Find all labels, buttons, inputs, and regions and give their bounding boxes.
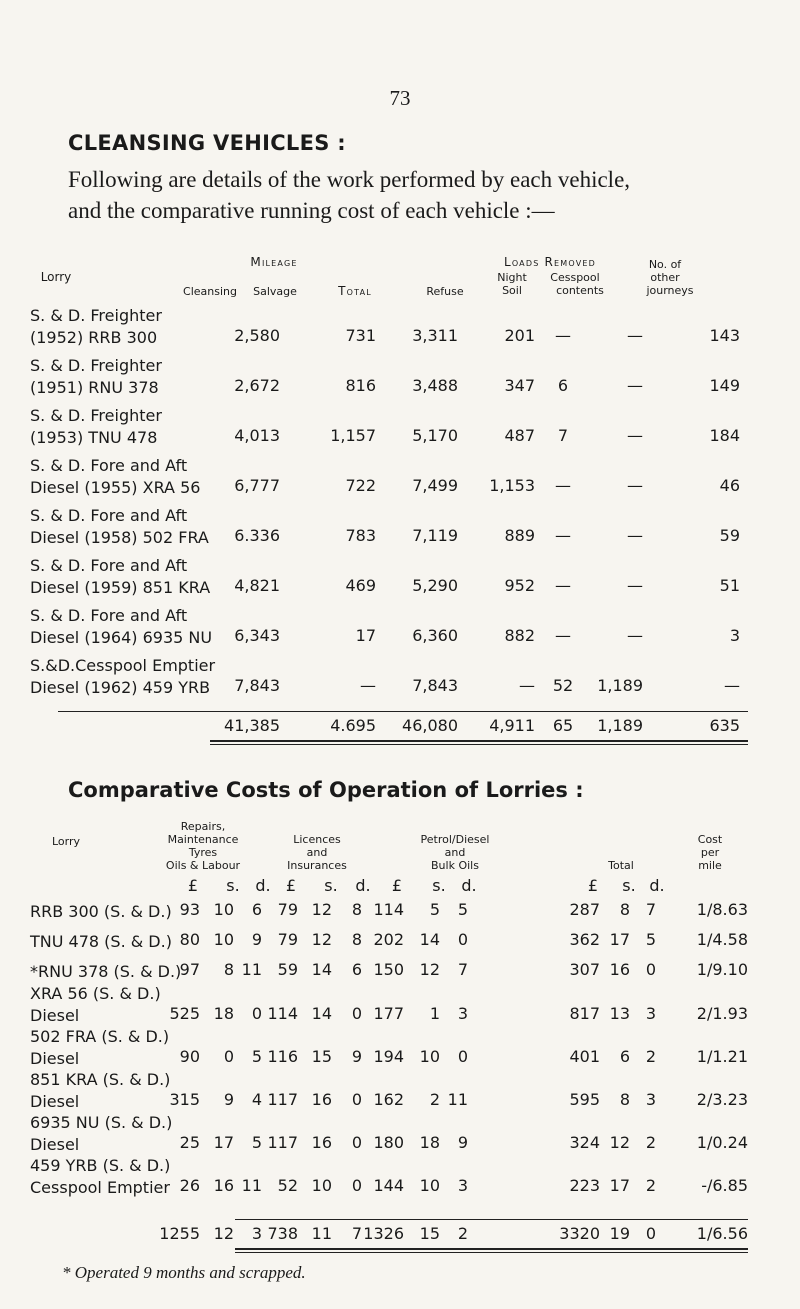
table2-cell-rep-pounds: 315 — [169, 1090, 200, 1109]
table1-cell-night: 7 — [557, 426, 569, 445]
table1-cell-cleansing: 2,580 — [234, 326, 280, 345]
table1-cell-cess: — — [627, 476, 643, 495]
table2-total-rep-pence: 3 — [251, 1224, 262, 1243]
total-header: Total — [338, 284, 372, 298]
table2-cell-rep-pounds: 80 — [179, 930, 200, 949]
table2-total-lic-shillings: 11 — [311, 1224, 332, 1243]
table2-cell-rep-shillings: 9 — [223, 1090, 234, 1109]
table2-cell-tot-pounds: 595 — [569, 1090, 600, 1109]
pence-unit-header: d. — [255, 876, 271, 895]
pence-unit-header: d. — [355, 876, 371, 895]
table1-cell-refuse: 952 — [504, 576, 535, 595]
table1-total-salvage: 4.695 — [330, 716, 376, 735]
table2-cell-tot-pence: 2 — [645, 1176, 656, 1195]
table2-row-label-line1: XRA 56 (S. & D.) — [30, 984, 161, 1003]
shilling-unit-header: s. — [226, 876, 240, 895]
table2-cell-pet-pence: 7 — [457, 960, 468, 979]
table2-total-pet-shillings: 15 — [419, 1224, 440, 1243]
table2-row-label: RRB 300 (S. & D.) — [30, 902, 172, 921]
table2-cell-rep-shillings: 16 — [213, 1176, 234, 1195]
table1-row-label-line2: (1951) RNU 378 — [30, 378, 159, 397]
table2-rule-bottom-2 — [235, 1252, 748, 1253]
table2-row-label-line1: 6935 NU (S. & D.) — [30, 1113, 173, 1132]
table1-cell-journeys: — — [724, 676, 740, 695]
pence-unit-header: d. — [649, 876, 665, 895]
table2-cell-rep-shillings: 17 — [213, 1133, 234, 1152]
table1-cell-cess: 1,189 — [597, 676, 643, 695]
table2-row-label: *RNU 378 (S. & D.) — [30, 962, 182, 981]
table2-cell-rep-shillings: 0 — [223, 1047, 234, 1066]
table2-cell-pet-pence: 5 — [457, 900, 468, 919]
pence-unit-header: d. — [461, 876, 477, 895]
table2-cell-pet-pounds: 150 — [373, 960, 404, 979]
journeys-header-2: other — [650, 271, 680, 284]
refuse-header: Refuse — [426, 285, 464, 298]
table2-cell-lic-shillings: 14 — [311, 960, 332, 979]
table1-cell-refuse: 201 — [504, 326, 535, 345]
table1-cell-night: — — [555, 626, 571, 645]
cost-per-mile-header-2: per — [700, 846, 720, 859]
table2-cell-rep-pence: 11 — [241, 960, 262, 979]
table1-cell-total: 7,499 — [412, 476, 458, 495]
table2-cell-pet-shillings: 10 — [419, 1176, 440, 1195]
table2-cell-pet-shillings: 5 — [429, 900, 440, 919]
table2-total-lic-pounds: 738 — [267, 1224, 298, 1243]
table2-total-cost-per-mile: 1/6.56 — [696, 1224, 748, 1243]
table2-cell-lic-pence: 8 — [351, 930, 362, 949]
table1-cell-refuse: 1,153 — [489, 476, 535, 495]
table2-cell-rep-pence: 11 — [241, 1176, 262, 1195]
repairs-header-3: Tyres — [188, 846, 218, 859]
table2-cell-tot-pounds: 307 — [569, 960, 600, 979]
licences-header-2: and — [306, 846, 328, 859]
table1-cell-night: — — [555, 326, 571, 345]
table1-cell-refuse: 487 — [504, 426, 535, 445]
table2-cell-pet-shillings: 12 — [419, 960, 440, 979]
table1-row-label-line2: Diesel (1958) 502 FRA — [30, 528, 209, 547]
table1-rule-bottom — [210, 740, 748, 742]
table2-rule-top — [235, 1219, 748, 1220]
table2-total-pet-pounds: 1326 — [363, 1224, 404, 1243]
page-number: 73 — [389, 86, 411, 110]
table2-cell-lic-pence: 9 — [351, 1047, 362, 1066]
table1-cell-refuse: — — [519, 676, 535, 695]
table2-cell-tot-pounds: 401 — [569, 1047, 600, 1066]
table2-cell-lic-shillings: 10 — [311, 1176, 332, 1195]
loads-removed-header: Loads Removed — [503, 255, 597, 269]
table2-row-label-line2: Diesel — [30, 1135, 80, 1154]
table2-cell-pet-shillings: 18 — [419, 1133, 440, 1152]
cost-per-mile-header-3: mile — [698, 859, 722, 872]
table2-cell-rep-shillings: 10 — [213, 900, 234, 919]
table2-cell-pet-pence: 0 — [457, 1047, 468, 1066]
table2-cell-tot-pence: 5 — [645, 930, 656, 949]
table1-cell-refuse: 347 — [504, 376, 535, 395]
table2-row-label-line1: 502 FRA (S. & D.) — [30, 1027, 170, 1046]
table2-row-label-line2: Cesspool Emptier — [30, 1178, 170, 1197]
table1-row-label-line1: S. & D. Freighter — [30, 306, 162, 325]
shilling-unit-header: s. — [432, 876, 446, 895]
table2-cell-pet-pounds: 180 — [373, 1133, 404, 1152]
table2-cell-pet-pence: 3 — [457, 1004, 468, 1023]
table2-cell-lic-pence: 0 — [351, 1133, 362, 1152]
table2-row-label-line1: 459 YRB (S. & D.) — [30, 1156, 171, 1175]
night-soil-header-1: Night — [497, 271, 527, 284]
table2-row-label-line2: Diesel — [30, 1092, 80, 1111]
table2-cell-tot-shillings: 8 — [619, 1090, 630, 1109]
repairs-header-1: Repairs, — [180, 820, 226, 833]
table2-cell-rep-pence: 9 — [251, 930, 262, 949]
table2-cell-lic-pence: 0 — [351, 1176, 362, 1195]
table1-cell-journeys: 143 — [709, 326, 740, 345]
table2-cell-lic-pence: 6 — [351, 960, 362, 979]
table2-cell-pet-pounds: 114 — [373, 900, 404, 919]
table2-cell-lic-shillings: 12 — [311, 930, 332, 949]
table1-cell-salvage: 17 — [355, 626, 376, 645]
table1-cell-salvage: 722 — [345, 476, 376, 495]
table2-cell-pet-shillings: 1 — [429, 1004, 440, 1023]
table1-row-label-line2: (1953) TNU 478 — [30, 428, 158, 447]
table2-cell-lic-pence: 0 — [351, 1090, 362, 1109]
cost-per-mile-header-1: Cost — [697, 833, 723, 846]
table1-cell-cess: — — [627, 426, 643, 445]
table2-cell-pet-pence: 3 — [457, 1176, 468, 1195]
table1-row-label-line2: Diesel (1959) 851 KRA — [30, 578, 211, 597]
table1-cell-journeys: 46 — [719, 476, 740, 495]
table2-cell-tot-shillings: 8 — [619, 900, 630, 919]
table2-row-label: TNU 478 (S. & D.) — [30, 932, 172, 951]
table1-cell-cleansing: 4,013 — [234, 426, 280, 445]
table1-cell-cleansing: 7,843 — [234, 676, 280, 695]
table2-cell-tot-shillings: 17 — [609, 930, 630, 949]
table2-cell-cost-per-mile: 2/3.23 — [696, 1090, 748, 1109]
table1-total-refuse: 4,911 — [489, 716, 535, 735]
table2-total-pet-pence: 2 — [457, 1224, 468, 1243]
table2-cell-lic-pounds: 117 — [267, 1133, 298, 1152]
cesspool-header-2: contents — [556, 284, 604, 297]
table1-cell-journeys: 59 — [719, 526, 740, 545]
table1-cell-total: 5,170 — [412, 426, 458, 445]
table1-total-total: 46,080 — [402, 716, 458, 735]
table2-cell-cost-per-mile: 1/0.24 — [696, 1133, 748, 1152]
comparative-costs-title: Comparative Costs of Operation of Lorries : — [68, 778, 584, 802]
shilling-unit-header: s. — [324, 876, 338, 895]
table2-cell-rep-pence: 5 — [251, 1133, 262, 1152]
table1-cell-salvage: 731 — [345, 326, 376, 345]
table2-cell-tot-shillings: 16 — [609, 960, 630, 979]
table1-row-label-line1: S. & D. Freighter — [30, 406, 162, 425]
table1-cell-cleansing: 6,777 — [234, 476, 280, 495]
table1-cell-journeys: 184 — [709, 426, 740, 445]
table1-cell-salvage: 783 — [345, 526, 376, 545]
table2-cell-cost-per-mile: 1/4.58 — [696, 930, 748, 949]
repairs-header-4: Oils & Labour — [165, 859, 241, 872]
table1-row-label-line1: S. & D. Fore and Aft — [30, 456, 188, 475]
table2-cell-lic-pounds: 59 — [277, 960, 298, 979]
table1-row-label-line1: S. & D. Freighter — [30, 356, 162, 375]
intro-line-1: Following are details of the work performed by each vehicle, — [68, 167, 631, 192]
table2-cell-pet-pounds: 144 — [373, 1176, 404, 1195]
table2-cell-tot-pounds: 223 — [569, 1176, 600, 1195]
table1-cell-cess: — — [627, 626, 643, 645]
table2-cell-rep-pence: 5 — [251, 1047, 262, 1066]
table1-cell-total: 5,290 — [412, 576, 458, 595]
table1-cell-cleansing: 2,672 — [234, 376, 280, 395]
table2-cell-rep-shillings: 10 — [213, 930, 234, 949]
cleansing-header: Cleansing — [183, 285, 237, 298]
table2-cell-rep-pounds: 26 — [179, 1176, 200, 1195]
table1-cell-cleansing: 4,821 — [234, 576, 280, 595]
table1-cell-cleansing: 6.336 — [234, 526, 280, 545]
table1-rule-top — [58, 711, 748, 712]
table1-cell-total: 3,488 — [412, 376, 458, 395]
table2-cell-lic-shillings: 16 — [311, 1133, 332, 1152]
table2-cell-cost-per-mile: -/6.85 — [701, 1176, 748, 1195]
pound-unit-header: £ — [285, 876, 296, 895]
table1-cell-journeys: 3 — [729, 626, 740, 645]
table1-cell-cess: — — [627, 376, 643, 395]
table2-cell-rep-pounds: 97 — [179, 960, 200, 979]
table2-cell-pet-shillings: 14 — [419, 930, 440, 949]
pound-unit-header: £ — [391, 876, 402, 895]
table1-cell-night: — — [555, 526, 571, 545]
table1-cell-cess: — — [627, 576, 643, 595]
table2-cell-rep-pounds: 25 — [179, 1133, 200, 1152]
table2-cell-rep-pence: 6 — [251, 900, 262, 919]
mileage-header: Mileage — [250, 255, 298, 269]
table1-total-night: 65 — [552, 716, 574, 735]
table2-cell-rep-shillings: 8 — [223, 960, 234, 979]
table2-total-rep-pounds: 1255 — [159, 1224, 200, 1243]
table1-row-label-line1: S.&D.Cesspool Emptier — [30, 656, 216, 675]
table2-cell-tot-shillings: 13 — [609, 1004, 630, 1023]
shilling-unit-header: s. — [622, 876, 636, 895]
table2-cell-pet-pence: 0 — [457, 930, 468, 949]
table2-cell-rep-shillings: 18 — [213, 1004, 234, 1023]
table2-cell-tot-pence: 3 — [645, 1090, 656, 1109]
table1-cell-total: 6,360 — [412, 626, 458, 645]
table2-cell-lic-shillings: 16 — [311, 1090, 332, 1109]
petrol-header-1: Petrol/Diesel — [420, 833, 490, 846]
table2-total-rep-shillings: 12 — [213, 1224, 234, 1243]
repairs-header-2: Maintenance — [167, 833, 239, 846]
table2-cell-lic-pence: 8 — [351, 900, 362, 919]
table1-row-label-line2: Diesel (1964) 6935 NU — [30, 628, 213, 647]
table2-cell-lic-shillings: 12 — [311, 900, 332, 919]
table1-total-cleansing: 41,385 — [224, 716, 280, 735]
table2-row-label-line2: Diesel — [30, 1049, 80, 1068]
table1-cell-cleansing: 6,343 — [234, 626, 280, 645]
table1-cell-total: 3,311 — [412, 326, 458, 345]
table2-rule-bottom — [235, 1248, 748, 1250]
cost-total-header: Total — [608, 859, 634, 872]
table2-cell-lic-pence: 0 — [351, 1004, 362, 1023]
table1-row-label-line2: Diesel (1962) 459 YRB — [30, 678, 211, 697]
table2-cell-tot-shillings: 17 — [609, 1176, 630, 1195]
table2-cell-lic-pounds: 79 — [277, 930, 298, 949]
table2-cell-pet-pounds: 202 — [373, 930, 404, 949]
petrol-header-2: and — [444, 846, 466, 859]
table2-row-label-line2: Diesel — [30, 1006, 80, 1025]
table1-cell-refuse: 882 — [504, 626, 535, 645]
night-soil-header-2: Soil — [502, 284, 522, 297]
cesspool-header-1: Cesspool — [550, 271, 600, 284]
pound-unit-header: £ — [187, 876, 198, 895]
table2-cell-pet-pounds: 162 — [373, 1090, 404, 1109]
table1-cell-journeys: 51 — [719, 576, 740, 595]
table1-cell-night: 6 — [557, 376, 569, 395]
table1-cell-night: 52 — [552, 676, 574, 695]
lorry-header: Lorry — [40, 270, 72, 284]
table1-cell-total: 7,119 — [412, 526, 458, 545]
table2-cell-tot-pence: 2 — [645, 1133, 656, 1152]
table2-cell-pet-shillings: 2 — [429, 1090, 440, 1109]
table1-cell-journeys: 149 — [709, 376, 740, 395]
table2-total-tot-shillings: 19 — [609, 1224, 630, 1243]
table1-cell-refuse: 889 — [504, 526, 535, 545]
table2-cell-lic-pounds: 116 — [267, 1047, 298, 1066]
table2-cell-tot-pounds: 324 — [569, 1133, 600, 1152]
table2-cell-lic-pounds: 52 — [277, 1176, 298, 1195]
table1-row-label-line2: (1952) RRB 300 — [30, 328, 158, 347]
table1-total-journeys: 635 — [709, 716, 740, 735]
salvage-header: Salvage — [253, 285, 297, 298]
petrol-header-3: Bulk Oils — [431, 859, 479, 872]
table1-cell-night: — — [555, 576, 571, 595]
table1-cell-cess: — — [627, 526, 643, 545]
journeys-header-3: journeys — [646, 284, 694, 297]
table1-cell-salvage: 469 — [345, 576, 376, 595]
table2-total-tot-pounds: 3320 — [559, 1224, 600, 1243]
table2-row-label-line1: 851 KRA (S. & D.) — [30, 1070, 171, 1089]
table1-rule-bottom-2 — [210, 744, 748, 745]
table2-cell-cost-per-mile: 1/9.10 — [696, 960, 748, 979]
table1-row-label-line1: S. & D. Fore and Aft — [30, 556, 188, 575]
table2-cell-tot-pence: 7 — [645, 900, 656, 919]
journeys-header-1: No. of — [648, 258, 682, 271]
table2-cell-lic-shillings: 15 — [311, 1047, 332, 1066]
table2-cell-lic-pounds: 117 — [267, 1090, 298, 1109]
table2-cell-cost-per-mile: 1/1.21 — [696, 1047, 748, 1066]
table1-row-label-line2: Diesel (1955) XRA 56 — [30, 478, 201, 497]
table2-cell-cost-per-mile: 2/1.93 — [696, 1004, 748, 1023]
table2-cell-pet-pence: 11 — [447, 1090, 468, 1109]
table1-row-label-line1: S. & D. Fore and Aft — [30, 506, 188, 525]
table2-cell-pet-pence: 9 — [457, 1133, 468, 1152]
table2-cell-lic-shillings: 14 — [311, 1004, 332, 1023]
table2-total-lic-pence: 7 — [351, 1224, 362, 1243]
table1-cell-cess: — — [627, 326, 643, 345]
section-title: CLEANSING VEHICLES : — [68, 131, 346, 155]
intro-line-2: and the comparative running cost of each vehicle :— — [68, 198, 555, 223]
table2-cell-tot-shillings: 12 — [609, 1133, 630, 1152]
table2-total-tot-pence: 0 — [645, 1224, 656, 1243]
table2-cell-tot-shillings: 6 — [619, 1047, 630, 1066]
table2-cell-tot-pence: 2 — [645, 1047, 656, 1066]
licences-header-3: Insurances — [287, 859, 347, 872]
table1-cell-night: — — [555, 476, 571, 495]
table2-cell-rep-pounds: 90 — [179, 1047, 200, 1066]
table2-cell-lic-pounds: 79 — [277, 900, 298, 919]
table1-row-label-line1: S. & D. Fore and Aft — [30, 606, 188, 625]
cost-lorry-header: Lorry — [51, 835, 81, 848]
table2-cell-rep-pounds: 525 — [169, 1004, 200, 1023]
table2-cell-tot-pounds: 362 — [569, 930, 600, 949]
table1-total-cess: 1,189 — [597, 716, 643, 735]
table1-cell-salvage: 1,157 — [330, 426, 376, 445]
table2-cell-tot-pence: 3 — [645, 1004, 656, 1023]
table2-cell-tot-pounds: 817 — [569, 1004, 600, 1023]
table2-cell-rep-pence: 0 — [251, 1004, 262, 1023]
table2-cell-cost-per-mile: 1/8.63 — [696, 900, 748, 919]
table1-cell-total: 7,843 — [412, 676, 458, 695]
table2-cell-tot-pence: 0 — [645, 960, 656, 979]
table2-cell-tot-pounds: 287 — [569, 900, 600, 919]
licences-header-1: Licences — [293, 833, 341, 846]
pound-unit-header: £ — [587, 876, 598, 895]
table2-cell-lic-pounds: 114 — [267, 1004, 298, 1023]
table2-cell-pet-pounds: 194 — [373, 1047, 404, 1066]
table1-cell-salvage: — — [360, 676, 376, 695]
footnote: * Operated 9 months and scrapped. — [62, 1263, 306, 1282]
table1-cell-salvage: 816 — [345, 376, 376, 395]
table2-cell-rep-pence: 4 — [251, 1090, 262, 1109]
table2-cell-rep-pounds: 93 — [179, 900, 200, 919]
table2-cell-pet-pounds: 177 — [373, 1004, 404, 1023]
table2-cell-pet-shillings: 10 — [419, 1047, 440, 1066]
